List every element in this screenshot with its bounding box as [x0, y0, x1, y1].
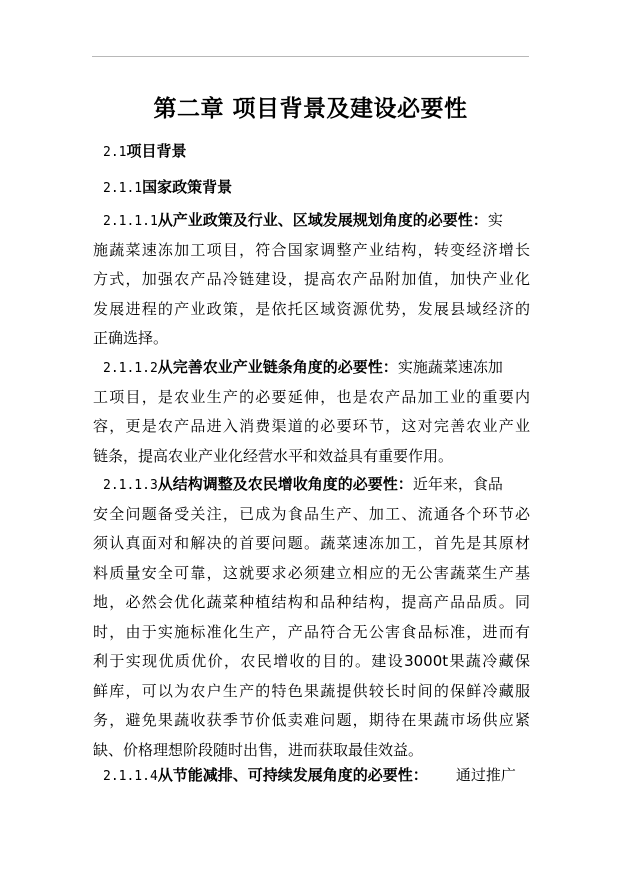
paragraph-line: 料质量安全可靠，这就要求必须建立相应的无公害蔬菜生产基	[93, 563, 530, 582]
paragraph-first-line	[93, 206, 530, 236]
section-heading-2-1-1	[103, 176, 232, 197]
paragraph-heading: 从产业政策及行业、区域发展规划角度的必要性：	[157, 211, 488, 229]
paragraph-first-line	[93, 353, 530, 383]
paragraph-heading: 从完善农业产业链条角度的必要性：	[157, 358, 398, 376]
paragraph-line: 须认真面对和解决的首要问题。蔬菜速冻加工，首先是其原材	[93, 534, 530, 552]
paragraph-line: 链条，提高农业产业化经营水平和效益具有重要作用。	[93, 446, 454, 465]
paragraph-line: 工项目，是农业生产的必要延伸，也是农产品加工业的重要内	[93, 387, 530, 406]
paragraph-line: 务，避免果蔬收获季节价低卖难问题，期待在果蔬市场供应紧	[93, 711, 530, 729]
section-number: 2.1.1	[103, 181, 143, 196]
paragraph-2-1-1-1	[93, 206, 530, 354]
paragraph-line: 缺、价格理想阶段随时出售，进而获取最佳效益。	[93, 740, 424, 759]
section-number: 2.1	[103, 145, 127, 160]
paragraph-text: 通过推广	[455, 766, 516, 784]
paragraph-text: 近年来，食品	[412, 475, 503, 493]
paragraph-heading: 从节能减排、可持续发展角度的必要性：	[157, 766, 428, 784]
paragraph-line: 施蔬菜速冻加工项目，符合国家调整产业结构，转变经济增长	[93, 240, 530, 259]
paragraph-text: 实	[487, 211, 503, 229]
paragraph-line: 时，由于实施标准化生产，产品符合无公害食品标准，进而有	[93, 622, 530, 641]
paragraph-line: 鲜库，可以为农户生产的特色果蔬提供较长时间的保鲜冷藏服	[93, 681, 530, 700]
paragraph-line: 正确选择。	[93, 329, 169, 347]
chapter-title: 第二章 项目背景及建设必要性	[153, 96, 468, 122]
paragraph-line: 方式，加强农产品冷链建设，提高农产品附加值，加快产业化	[93, 270, 530, 288]
section-heading-2-1	[103, 140, 187, 161]
paragraph-number: 2.1.1.2	[103, 361, 158, 376]
paragraph-line: 容，更是农产品进入消费渠道的必要环节，这对完善农业产业	[93, 417, 530, 435]
paragraph-number: 2.1.1.3	[103, 478, 158, 493]
paragraph-line: 安全问题备受关注，已成为食品生产、加工、流通各个环节必	[93, 504, 530, 523]
paragraph-2-1-1-4	[103, 764, 516, 785]
paragraph-heading: 从结构调整及农民增收角度的必要性：	[157, 475, 413, 493]
paragraph-line: 地，必然会优化蔬菜种植结构和品种结构，提高产品品质。同	[93, 593, 530, 611]
paragraph-text: 实施蔬菜速冻加	[397, 358, 503, 376]
paragraph-line: 利于实现优质优价，农民增收的目的。建设3000t果蔬冷藏保	[93, 652, 530, 670]
paragraph-number: 2.1.1.4	[103, 769, 158, 784]
section-label: 项目背景	[126, 142, 187, 160]
paragraph-first-line	[93, 470, 530, 500]
section-label: 国家政策背景	[142, 178, 233, 196]
paragraph-line: 发展进程的产业政策，是依托区域资源优势，发展县域经济的	[93, 299, 530, 318]
header-rule	[92, 56, 529, 57]
paragraph-2-1-1-2	[93, 353, 530, 471]
paragraph-number: 2.1.1.1	[103, 214, 158, 229]
paragraph-2-1-1-3	[93, 470, 530, 765]
